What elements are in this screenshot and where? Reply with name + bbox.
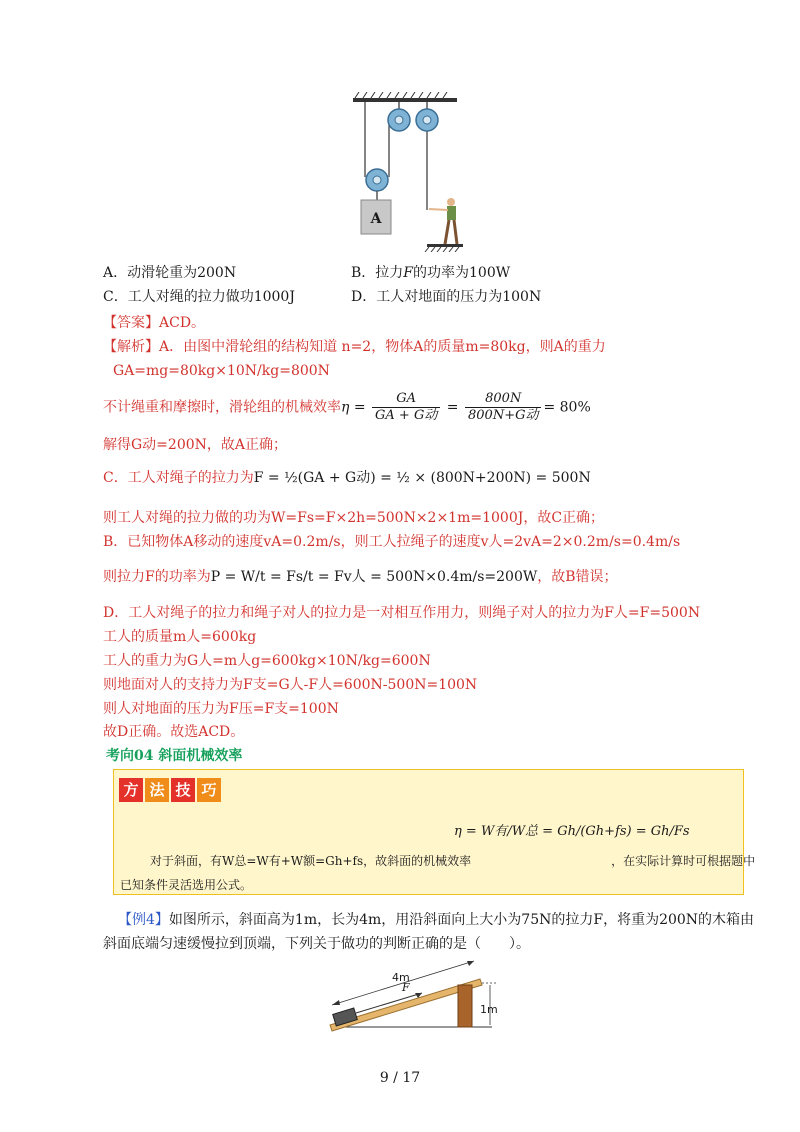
analysis-line-14: 故D正确。故选ACD。 xyxy=(103,724,245,740)
option-c: C．工人对绳的拉力做功1000J xyxy=(103,289,295,305)
frac1-num: GA xyxy=(372,391,440,408)
pull-force-eq: F = ½(GA + G动) = ½ × (800N+200N) = 500N xyxy=(253,470,591,486)
example-text-1: 如图所示，斜面高为1m，长为4m，用沿斜面向上大小为75N的拉力F，将重为200N的木箱由 xyxy=(168,912,755,928)
example-line-1 xyxy=(118,910,754,930)
analysis-line-1 xyxy=(103,337,606,357)
analysis-line-11: 工人的重力为G人=m人g=600kg×10N/kg=600N xyxy=(103,653,431,669)
frac1-den: GA + G动 xyxy=(375,408,438,423)
incline-length-label: 4m xyxy=(392,971,410,984)
analysis-line-5 xyxy=(103,468,591,488)
power-post: ，故B错误； xyxy=(537,569,618,585)
answer-bracket: 【答案】 xyxy=(103,315,159,331)
section-title: 考向04 斜面机械效率 xyxy=(106,748,243,764)
pull-force-label: C．工人对绳子的拉力为 xyxy=(103,470,254,486)
option-a: A．动滑轮重为200N xyxy=(103,265,237,281)
tip-badge-char-1: 方 xyxy=(119,778,143,802)
power-eq: P = W/t = Fs/t = Fv人 = 500N×0.4m/s=200W xyxy=(210,569,538,585)
analysis-line-3: 不计绳重和摩擦时，滑轮组的机械效率η = $\frac{GA}{\text{GA + G动}}$ = $\frac{800N}{\text{800N+G动}}$ = 80% xyxy=(103,391,591,423)
incline-force-label: F xyxy=(402,981,410,994)
analysis-line-13: 则人对地面的压力为F压=F支=100N xyxy=(103,701,339,717)
pulley-figure xyxy=(345,92,465,252)
analysis-line-4: 解得G动=200N，故A正确； xyxy=(103,437,287,453)
method-tip-badge xyxy=(119,778,221,802)
analysis-line-9: D．工人对绳子的拉力和绳子对人的拉力是一对相互作用力，则绳子对人的拉力为F人=F=500N xyxy=(103,605,701,621)
example-tag: 【例4】 xyxy=(118,912,169,928)
efficiency-label: 不计绳重和摩擦时，滑轮组的机械效率 xyxy=(103,399,341,416)
option-b-post: 的功率为100W xyxy=(413,265,511,281)
analysis-line-12: 则地面对人的支持力为F支=G人-F人=600N-500N=100N xyxy=(103,677,478,693)
efficiency-frac-2 xyxy=(465,391,541,424)
tip-line-2: 已知条件灵活选用公式。 xyxy=(120,878,253,892)
tip-formula: η = W有/W总 = Gh/(Gh+fs) = Gh/Fs xyxy=(454,824,690,839)
frac2-den: 800N+G动 xyxy=(468,408,539,423)
analysis-line-10: 工人的质量m人=600kg xyxy=(103,629,257,645)
answer-line xyxy=(103,313,205,333)
efficiency-frac-1 xyxy=(372,391,440,424)
analysis-bracket: 【解析】 xyxy=(103,339,159,355)
analysis-line-2: GA=mg=80kg×10N/kg=800N xyxy=(113,363,330,379)
frac2-num: 800N xyxy=(465,391,541,408)
page-number: 9 / 17 xyxy=(379,1070,421,1086)
efficiency-eq: η = xyxy=(341,399,371,416)
analysis-line-6: 则工人对绳的拉力做的功为W=Fs=F×2h=500N×2×1m=1000J，故C正确； xyxy=(103,510,605,526)
method-tip-box xyxy=(113,769,756,895)
tip-line-1 xyxy=(150,852,755,869)
option-b-var: F xyxy=(403,265,414,281)
block-a-label: A xyxy=(370,211,382,227)
analysis-line-8 xyxy=(103,567,618,587)
option-b-pre: B．拉力 xyxy=(351,265,404,281)
option-b xyxy=(351,263,510,283)
tip-badge-char-3: 技 xyxy=(171,778,195,802)
efficiency-result: = 80% xyxy=(543,399,591,416)
incline-figure xyxy=(322,955,512,1035)
tip-badge-char-4: 巧 xyxy=(197,778,221,802)
answer-text: ACD。 xyxy=(159,315,206,331)
analysis-line-7: B．已知物体A移动的速度vA=0.2m/s，则工人拉绳子的速度v人=2vA=2×0.2m/s=0.4m/s xyxy=(103,534,681,550)
power-label: 则拉力F的功率为 xyxy=(103,569,211,585)
analysis-text-1: A．由图中滑轮组的结构知道 n=2，物体A的质量m=80kg，则A的重力 xyxy=(159,339,606,355)
tip-badge-char-2: 法 xyxy=(145,778,169,802)
incline-height-label: 1m xyxy=(480,1003,498,1016)
example-line-2: 斜面底端匀速缓慢拉到顶端，下列关于做功的判断正确的是（ ）。 xyxy=(103,936,530,952)
option-d: D．工人对地面的压力为100N xyxy=(351,289,542,305)
tip-line-1-post: ，在实际计算时可根据题中 xyxy=(611,854,756,868)
tip-line-1-text: 对于斜面，有W总=W有+W额=Gh+fs，故斜面的机械效率 xyxy=(150,854,472,868)
